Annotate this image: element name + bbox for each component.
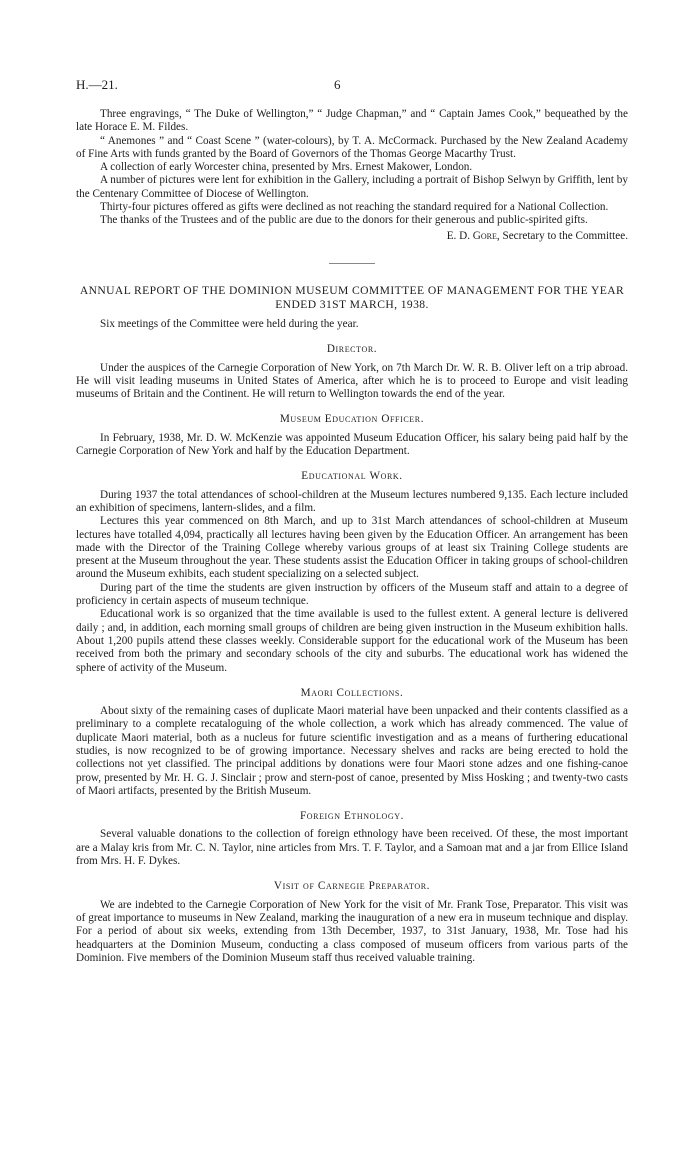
section-director <box>76 343 628 401</box>
section-heading: Director. <box>326 343 378 356</box>
signatory-role: , Secretary to the Committee. <box>496 229 628 242</box>
signatory-name: E. D. Gore <box>446 229 497 242</box>
section-educational-work <box>76 470 628 674</box>
paragraph: In February, 1938, Mr. D. W. McKenzie was appointed Museum Education Officer, his salary being paid half by the Carnegie Corporation of New York and half by the Education Department. <box>76 431 628 458</box>
section-heading: Foreign Ethnology. <box>299 810 405 823</box>
paragraph: During 1937 the total attendances of school-children at the Museum lectures numbered 9,135. Each lecture included an exhibition of specimens, lantern-slides, and a film. <box>76 488 628 514</box>
page-reference: H.—21. <box>76 77 118 92</box>
section-heading: Educational Work. <box>301 470 403 483</box>
paragraph: About sixty of the remaining cases of duplicate Maori material have been unpacked and their contents classified as a preliminary to a complete recataloguing of the whole collection, a work which has already commenced. The value of duplicate Maori material, both as a nucleus for future scientific investigation and as a means of furthering educational studies, is now recognized to be of growing importance. Necessary shelves and racks are being erected to hold the collections not yet classified. The principal additions by donations were four Maori stone adzes and one fishing-canoe prow, presented by Mr. H. G. J. Sinclair ; prow and stern-post of canoe, presented by Miss Hosking ; and twenty-two casts of Maori artifacts, presented by the British Museum. <box>76 705 628 797</box>
page-number: 6 <box>334 77 341 92</box>
donations-list <box>76 108 628 228</box>
page-body <box>76 108 628 965</box>
paragraph: During part of the time the students are given instruction by officers of the Museum staff and attain to a degree of proficiency in certain aspects of museum technique. <box>76 581 628 608</box>
section-maori-collections <box>76 687 628 798</box>
section-foreign-ethnology <box>76 810 628 868</box>
paragraph: Under the auspices of the Carnegie Corporation of New York, on 7th March Dr. W. R. B. Oliver left on a trip abroad. He will visit leading museums in United States of America, after which he is to proceed to Europe and visit leading museums of Britain and the Continent. He will return to Wellington towards the end of the year. <box>76 361 628 401</box>
section-heading: Maori Collections. <box>300 686 404 699</box>
paragraph: Thirty-four pictures offered as gifts were declined as not reaching the standard required for a National Collection. <box>100 201 609 214</box>
report-opening: Six meetings of the Committee were held during the year. <box>100 317 359 330</box>
paragraph: A collection of early Worcester china, presented by Mrs. Ernest Makower, London. <box>100 161 473 174</box>
paragraph: We are indebted to the Carnegie Corporation of New York for the visit of Mr. Frank Tose, Preparator. This visit was of great importance to museums in New Zealand, marking the inauguration of a new era in museum technique and display. For a period of about six weeks, extending from 13th December, 1937, to 31st January, 1938, Mr. Tose had his headquarters at the Dominion Museum, conducting a class composed of museum officers from various parts of the Dominion. Five members of the Dominion Museum staff thus received valuable training. <box>76 898 628 964</box>
paragraph: Lectures this year commenced on 8th March, and up to 31st March attendances of school-children at Museum lectures have totalled 4,094, practically all lectures having been given by the Education Officer. An arrangement has been made with the Director of the Training College whereby various groups of at least six Training College students are present at the Museum throughout the year. These students assist the Education Officer in taking groups of school-children around the Museum exhibits, each student specializing on a selected subject. <box>76 515 628 581</box>
section-heading: Museum Education Officer. <box>279 413 425 426</box>
section-divider <box>329 263 375 264</box>
paragraph: “ Anemones ” and “ Coast Scene ” (water-colours), by T. A. McCormack. Purchased by the New Zealand Academy of Fine Arts with funds granted by the Board of Governors of the Thomas George Macarthy Trust. <box>76 134 628 160</box>
section-visit-of-carnegie-preparator <box>76 880 628 965</box>
signature-line <box>76 230 628 243</box>
section-museum-education-officer <box>76 413 628 458</box>
paragraph: The thanks of the Trustees and of the public are due to the donors for their generous and public-spirited gifts. <box>100 214 588 227</box>
paragraph: Educational work is so organized that the time available is used to the fullest extent. A general lecture is delivered daily ; and, in addition, each morning small groups of children are being given instruction in the Museum exhibition halls. About 1,200 pupils attend these classes weekly. Considerable support for the educational work of the Museum has been received from both the primary and secondary schools of the city and suburbs. The educational work has widened the sphere of activity of the Museum. <box>76 608 628 674</box>
section-heading: Visit of Carnegie Preparator. <box>273 880 431 893</box>
paragraph: A number of pictures were lent for exhibition in the Gallery, including a portrait of Bishop Selwyn by Griffith, lent by the Centenary Committee of Diocese of Wellington. <box>76 174 628 200</box>
paragraph: Several valuable donations to the collection of foreign ethnology have been received. Of these, the most important are a Malay kris from Mr. C. N. Taylor, nine articles from Mrs. T. F. Taylor, and a Samoan mat and a jar from Ellice Island from Mrs. H. F. Dykes. <box>76 828 628 868</box>
report-title: ANNUAL REPORT OF THE DOMINION MUSEUM COMMITTEE OF MANAGEMENT FOR THE YEAR ENDED 31ST MARCH, 1938. <box>79 283 625 311</box>
paragraph: Three engravings, “ The Duke of Wellington,” “ Judge Chapman,” and “ Captain James Cook,” bequeathed by the late Horace E. M. Fildes. <box>76 108 628 134</box>
